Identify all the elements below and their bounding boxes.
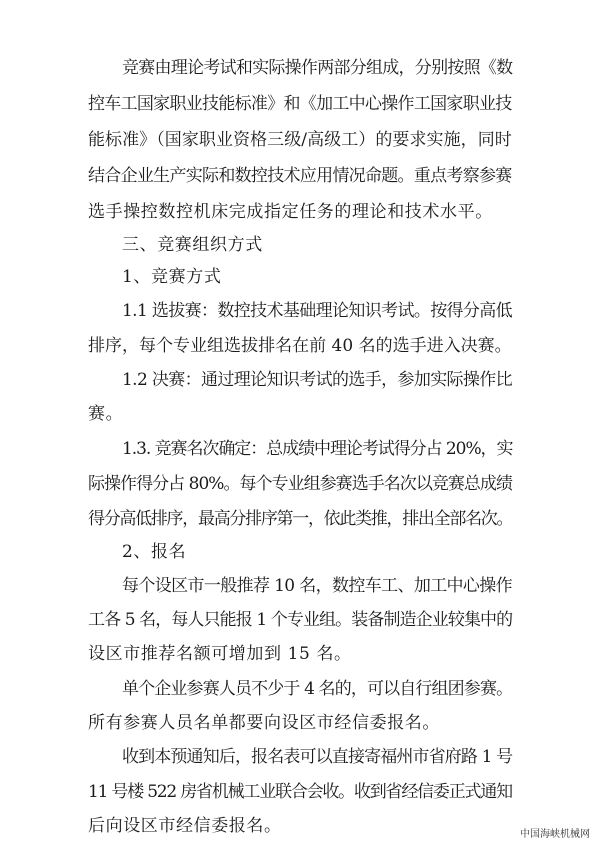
paragraph-line: 1.2 决赛：通过理论知识考试的选手，参加实际操作比 <box>122 370 513 390</box>
paragraph-line: 每个设区市一般推荐 10 名，数控车工、加工中心操作 <box>122 576 513 596</box>
paragraph-line: 排序，每个专业组选拔排名在前 40 名的选手进入决赛。 <box>88 336 512 356</box>
paragraph-line: 单个企业参赛人员不少于 4 名的，可以自行组团参赛。 <box>122 679 513 699</box>
paragraph-line: 赛。 <box>88 404 124 424</box>
paragraph-line: 1.3. 竞赛名次确定：总成绩中理论考试得分占 20%，实 <box>122 439 513 459</box>
subsection-heading: 2、报名 <box>122 542 187 562</box>
paragraph-line: 1.1 选拔赛：数控技术基础理论知识考试。按得分高低 <box>122 301 513 321</box>
paragraph-line: 收到本预通知后，报名表可以直接寄福州市省府路 1 号 <box>122 747 513 767</box>
paragraph-line: 所有参赛人员名单都要向设区市经信委报名。 <box>88 713 440 733</box>
watermark: 中国海峡机械网 <box>520 829 590 840</box>
paragraph-line: 得分高低排序，最高分排序第一，依此类推，排出全部名次。 <box>88 509 513 529</box>
paragraph-line: 际操作得分占 80%。每个专业组参赛选手名次以竞赛总成绩 <box>88 474 512 494</box>
paragraph-line: 后向设区市经信委报名。 <box>88 816 282 836</box>
paragraph-line: 结合企业生产实际和数控技术应用情况命题。重点考察参赛 <box>88 166 512 186</box>
section-heading: 三、竞赛组织方式 <box>122 235 263 255</box>
paragraph-line: 控车工国家职业技能标准》和《加工中心操作工国家职业技 <box>88 94 512 114</box>
paragraph-line: 工各 5 名，每人只能报 1 个专业组。装备制造企业较集中的 <box>88 610 513 630</box>
paragraph-line: 选手操控数控机床完成指定任务的理论和技术水平。 <box>88 202 493 222</box>
paragraph-line: 11 号楼 522 房省机械工业联合会收。收到省经信委正式通知 <box>88 782 512 802</box>
paragraph-line: 能标准》（国家职业资格三级/高级工）的要求实施，同时 <box>88 130 512 150</box>
subsection-heading: 1、竞赛方式 <box>122 267 222 287</box>
paragraph-line: 设区市推荐名额可增加到 15 名。 <box>88 644 352 664</box>
paragraph-line: 竞赛由理论考试和实际操作两部分组成，分别按照《数 <box>122 58 513 78</box>
